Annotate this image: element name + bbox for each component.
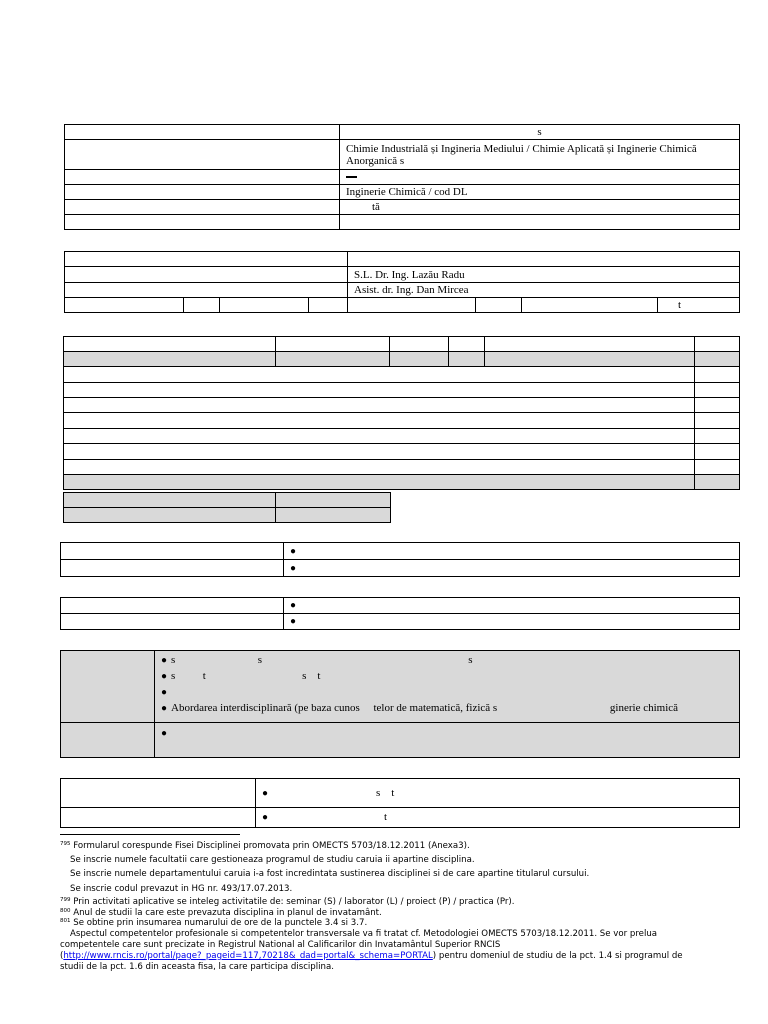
cell	[695, 383, 740, 398]
preconditions-table	[60, 542, 740, 577]
footnote-competences-3: (http://www.rncis.ro/portal/page?_pageid=117,70218&_dad=portal&_schema=PORTAL) pentru domeniul de studiu de la pct. 1.4 si programul de	[60, 951, 683, 961]
cell	[485, 337, 695, 352]
professional-competences-cell	[155, 651, 740, 723]
cell	[276, 493, 391, 508]
competence-item: ● s t s t	[161, 670, 321, 682]
bullet-icon: ●	[290, 616, 297, 627]
department-cell: Chimie Industrială și Ingineria Mediului / Chimie Aplicată și Inginerie Chimică Anorganică s	[340, 140, 740, 170]
cell	[695, 475, 740, 490]
footnote-795: $^{795}$ Formularul corespunde Fisei Disciplinei promovata prin OMECTS 5703/18.12.2011 (Anexa3).	[60, 841, 470, 851]
general-objective-cell: ● s t	[256, 779, 740, 808]
cell	[61, 560, 284, 577]
cell	[64, 383, 695, 398]
cell	[65, 252, 348, 267]
condition-item	[284, 614, 740, 630]
cell	[65, 170, 340, 185]
discipline-type-cell: t	[658, 298, 740, 313]
competence-item	[161, 686, 739, 702]
footnote-competences-2: competentele care sunt precizate in Registrul National al Calificarilor din Invatamântul Superior RNCIS	[60, 940, 501, 950]
applications-holder-cell: Asist. dr. Ing. Dan Mircea	[348, 283, 740, 298]
cell	[65, 140, 340, 170]
bullet-icon: ●	[161, 728, 168, 739]
transversal-competences-cell	[155, 723, 740, 758]
cell	[695, 429, 740, 444]
cell	[695, 444, 740, 460]
program-data-table	[64, 124, 740, 230]
cell	[695, 337, 740, 352]
precondition-item	[284, 543, 740, 560]
cell	[449, 352, 485, 367]
cell	[390, 352, 449, 367]
institution-cell: s	[340, 125, 740, 140]
cell	[64, 337, 276, 352]
cell	[64, 444, 695, 460]
bullet-icon: ●	[290, 562, 297, 574]
footnote-800: $^{800}$ Anul de studii la care este prevazuta disciplina in planul de invatamânt.	[60, 908, 382, 918]
cell	[695, 352, 740, 367]
objectives-table	[60, 778, 740, 828]
condition-item	[284, 598, 740, 614]
time-summary-table	[63, 492, 391, 523]
bullet-icon: ●	[290, 545, 297, 557]
cell	[61, 808, 256, 828]
program-cell: Inginerie Chimică / cod DL	[340, 185, 740, 200]
competence-item: ● s s s	[161, 654, 473, 666]
cell	[309, 298, 348, 313]
cell	[64, 508, 276, 523]
cell	[220, 298, 309, 313]
cell	[61, 723, 155, 758]
cell	[61, 779, 256, 808]
dash-mark	[346, 176, 357, 178]
cell	[348, 252, 740, 267]
cell	[64, 367, 695, 383]
cell	[476, 298, 522, 313]
cell	[64, 493, 276, 508]
cell	[65, 125, 340, 140]
cell	[61, 543, 284, 560]
cell	[348, 298, 476, 313]
cell	[64, 460, 695, 475]
bullet-icon: ●	[262, 787, 269, 799]
bullet-icon: ●	[161, 703, 168, 714]
footnote-799: $^{799}$ Prin activitati aplicative se inteleg activitatile de: seminar (S) / laborator (L) / proiect (P) / practica (Pr).	[60, 897, 515, 907]
bullet-icon: ●	[161, 655, 168, 666]
course-holder-cell: S.L. Dr. Ing. Lazău Radu	[348, 267, 740, 283]
competences-table	[60, 650, 740, 758]
cell	[64, 352, 276, 367]
cell	[64, 475, 695, 490]
cell	[449, 337, 485, 352]
cell	[695, 413, 740, 429]
cell	[65, 215, 340, 230]
cell	[61, 598, 284, 614]
cell	[390, 337, 449, 352]
footnote-competences-4: studii de la pct. 1.6 din aceasta fisa, la care participa disciplina.	[60, 962, 334, 972]
bullet-icon: ●	[161, 687, 168, 698]
cell	[184, 298, 220, 313]
footnote-separator	[60, 834, 240, 835]
conditions-table	[60, 597, 740, 630]
cell	[276, 337, 390, 352]
specific-objectives-cell: ● t	[256, 808, 740, 828]
footnote-801: $^{801}$ Se obtine prin insumarea numarului de ore de la punctele 3.4 si 3.7.	[60, 918, 368, 928]
cell	[64, 413, 695, 429]
cell	[61, 651, 155, 723]
bullet-icon: ●	[290, 600, 297, 611]
bullet-icon: ●	[262, 812, 269, 823]
cell	[65, 298, 184, 313]
time-table	[63, 336, 740, 490]
domain-cell	[340, 170, 740, 185]
footnote-competences: Aspectul competentelor profesionale si competentelor transversale va fi tratat cf. Metodologiei OMECTS 5703/18.12.2011. Se vor prelua	[70, 929, 658, 939]
cell	[65, 267, 348, 283]
cell	[64, 429, 695, 444]
cell	[65, 185, 340, 200]
cell	[340, 215, 740, 230]
footnote-faculty: Se inscrie numele facultatii care gestioneaza programul de studiu caruia ii apartine disciplina.	[70, 855, 475, 865]
cell	[65, 200, 340, 215]
competence-item: ● Abordarea interdisciplinară (pe baza cunos telor de matematică, fizică s ginerie chimică	[161, 702, 679, 714]
cell	[276, 352, 390, 367]
footnote-code: Se inscrie codul prevazut in HG nr. 493/17.07.2013.	[70, 884, 293, 894]
cell	[695, 367, 740, 383]
cell	[695, 460, 740, 475]
study-cycle-cell: tă	[340, 200, 740, 215]
precondition-item	[284, 560, 740, 577]
cell	[485, 352, 695, 367]
rncis-link[interactable]: http://www.rncis.ro/portal/page?_pageid=117,70218&_dad=portal&_schema=PORTAL	[63, 951, 433, 961]
bullet-icon: ●	[161, 671, 168, 682]
cell	[695, 398, 740, 413]
footnote-department: Se inscrie numele departamentului caruia i-a fost incredintata sustinerea disciplinei si de care apartine titularul cursului.	[70, 869, 590, 879]
cell	[61, 614, 284, 630]
cell	[64, 398, 695, 413]
cell	[65, 283, 348, 298]
cell	[276, 508, 391, 523]
cell	[522, 298, 658, 313]
discipline-data-table	[64, 251, 740, 313]
